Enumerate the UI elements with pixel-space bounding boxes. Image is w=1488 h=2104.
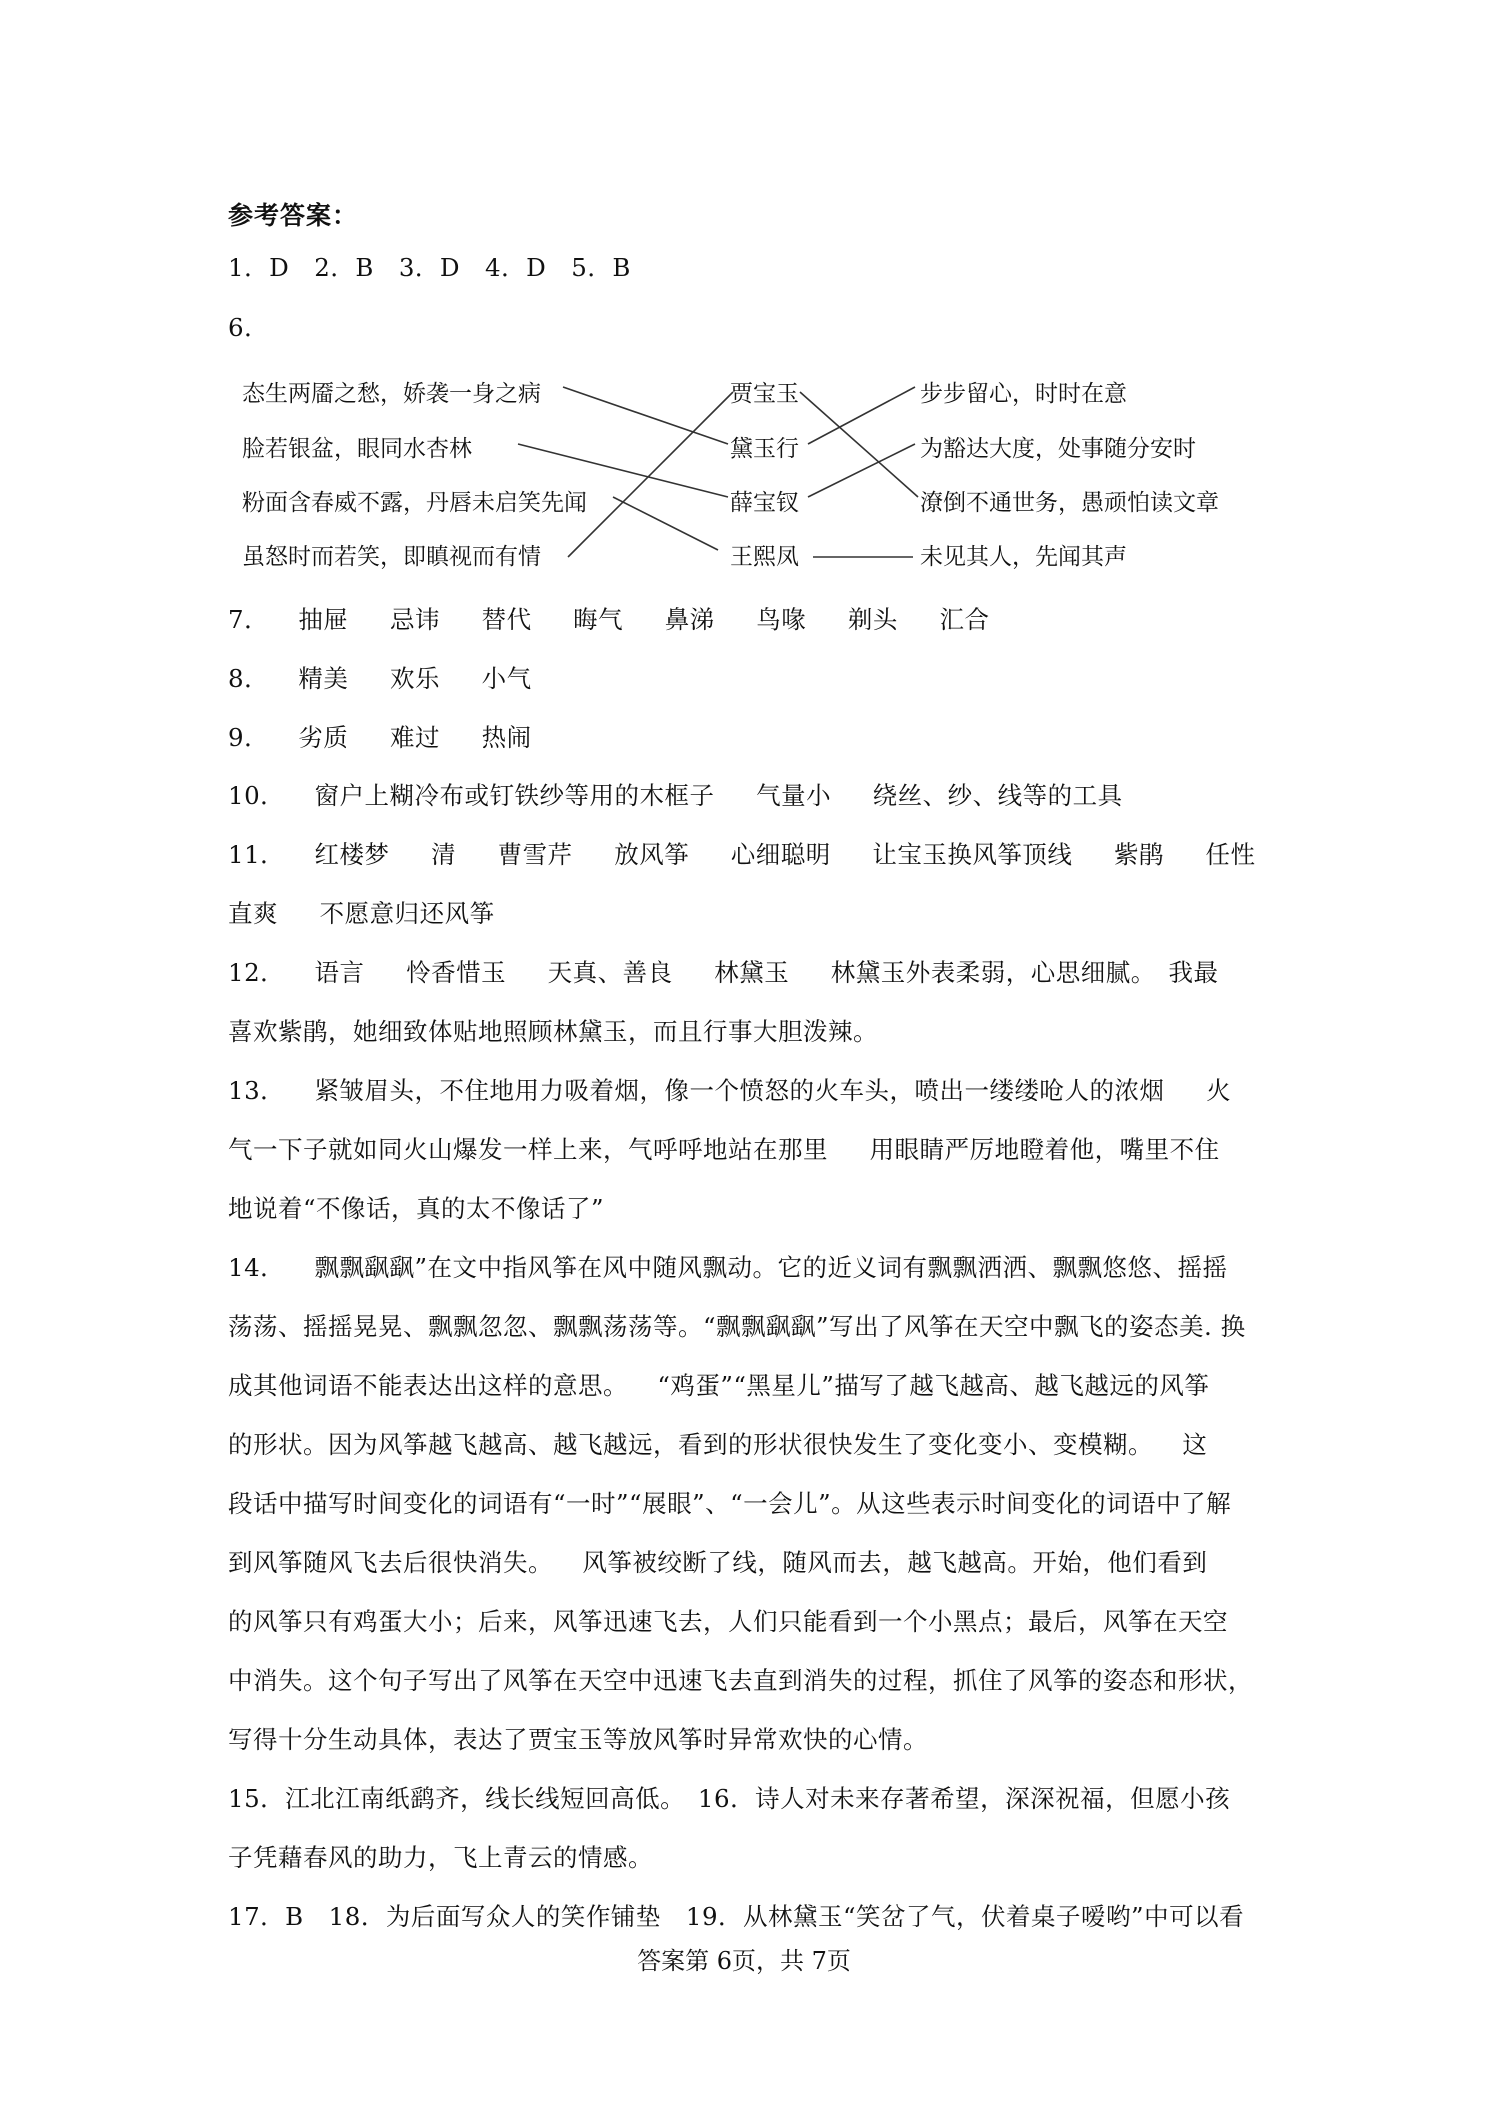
match-line <box>563 387 728 444</box>
match-left-item: 脸若银盆，眼同水杏林 <box>242 436 472 462</box>
match-middle-item: 王熙凤 <box>730 544 799 570</box>
match-left-item: 虽怒时而若笑，即瞋视而有情 <box>242 544 541 570</box>
answer-line: 13． 紧皱眉头，不住地用力吸着烟，像一个愤怒的火车头，喷出一缕缕呛人的浓烟 火 <box>228 1076 1232 1105</box>
match-middle-item: 黛玉行 <box>730 436 799 462</box>
match-line <box>800 392 918 497</box>
answer-line: 荡荡、摇摇晃晃、飘飘忽忽、飘飘荡荡等。“飘飘飖飖”写出了风筝在天空中飘飞的姿态美. 换 <box>228 1312 1246 1341</box>
answer-line: 中消失。这个句子写出了风筝在天空中迅速飞去直到消失的过程，抓住了风筝的姿态和形状， <box>228 1666 1253 1695</box>
match-line <box>613 497 718 550</box>
match-middle-item: 薛宝钗 <box>730 490 799 516</box>
answer-line: 的风筝只有鸡蛋大小；后来，风筝迅速飞去，人们只能看到一个小黑点；最后，风筝在天空 <box>228 1607 1228 1636</box>
match-right-item: 未见其人，先闻其声 <box>920 544 1127 570</box>
answer-line: 14． 飘飘飖飖”在文中指风筝在风中随风飘动。它的近义词有飘飘洒洒、飘飘悠悠、摇摇 <box>228 1253 1228 1282</box>
match-left-item: 粉面含春威不露，丹唇未启笑先闻 <box>242 490 587 516</box>
answer-line: 到风筝随风飞去后很快消失。 风筝被绞断了线，随风而去，越飞越高。开始，他们看到 <box>228 1548 1208 1577</box>
answer-line: 地说着“不像话，真的太不像话了” <box>228 1194 605 1223</box>
answer-line: 10． 窗户上糊冷布或钉铁纱等用的木框子 气量小 绕丝、纱、线等的工具 <box>228 781 1123 810</box>
match-line <box>808 387 915 444</box>
page-footer: 答案第 6页，共 7页 <box>637 1947 851 1975</box>
answer-line: 喜欢紫鹃，她细致体贴地照顾林黛玉，而且行事大胆泼辣。 <box>228 1017 878 1046</box>
matching-diagram <box>228 372 1278 582</box>
match-right-item: 为豁达大度，处事随分安时 <box>920 436 1196 462</box>
match-right-item: 潦倒不通世务，愚顽怕读文章 <box>920 490 1219 516</box>
answer-line: 17．B 18．为后面写众人的笑作铺垫 19．从林黛玉“笑岔了气，伏着桌子嗳哟”中可以看 <box>228 1902 1245 1931</box>
match-left-item: 态生两靥之愁，娇袭一身之病 <box>242 381 541 407</box>
match-line <box>808 444 915 497</box>
answer-line: 6． <box>228 313 270 342</box>
answer-line: 1．D 2．B 3．D 4．D 5．B <box>228 253 631 282</box>
answer-line: 的形状。因为风筝越飞越高、越飞越远，看到的形状很快发生了变化变小、变模糊。 这 <box>228 1430 1208 1459</box>
match-middle-item: 贾宝玉 <box>730 381 799 407</box>
answer-line: 8． 精美 欢乐 小气 <box>228 664 532 693</box>
answer-line: 气一下子就如同火山爆发一样上来，气呼呼地站在那里 用眼睛严厉地瞪着他，嘴里不住 <box>228 1135 1220 1164</box>
answer-line: 直爽 不愿意归还风筝 <box>228 899 495 928</box>
answer-line: 成其他词语不能表达出这样的意思。 “鸡蛋”“黑星儿”描写了越飞越高、越飞越远的风筝 <box>228 1371 1210 1400</box>
answer-line: 段话中描写时间变化的词语有“一时”“展眼”、“一会儿”。从这些表示时间变化的词语中了解 <box>228 1489 1232 1518</box>
answer-heading: 参考答案： <box>228 201 359 230</box>
match-right-item: 步步留心，时时在意 <box>920 381 1127 407</box>
answer-line: 写得十分生动具体，表达了贾宝玉等放风筝时异常欢快的心情。 <box>228 1725 928 1754</box>
answer-line: 9． 劣质 难过 热闹 <box>228 723 532 752</box>
answer-line: 子凭藉春风的助力，飞上青云的情感。 <box>228 1843 653 1872</box>
answer-line: 11． 红楼梦 清 曹雪芹 放风筝 心细聪明 让宝玉换风筝顶线 紫鹃 任性 <box>228 840 1256 869</box>
answer-line: 12． 语言 怜香惜玉 天真、善良 林黛玉 林黛玉外表柔弱，心思细腻。 我最 <box>228 958 1219 987</box>
answer-line: 15．江北江南纸鹞齐，线长线短回高低。 16．诗人对未来存著希望，深深祝福，但愿小孩 <box>228 1784 1231 1813</box>
answer-line: 7． 抽屉 忌讳 替代 晦气 鼻涕 鸟喙 剃头 汇合 <box>228 605 990 634</box>
